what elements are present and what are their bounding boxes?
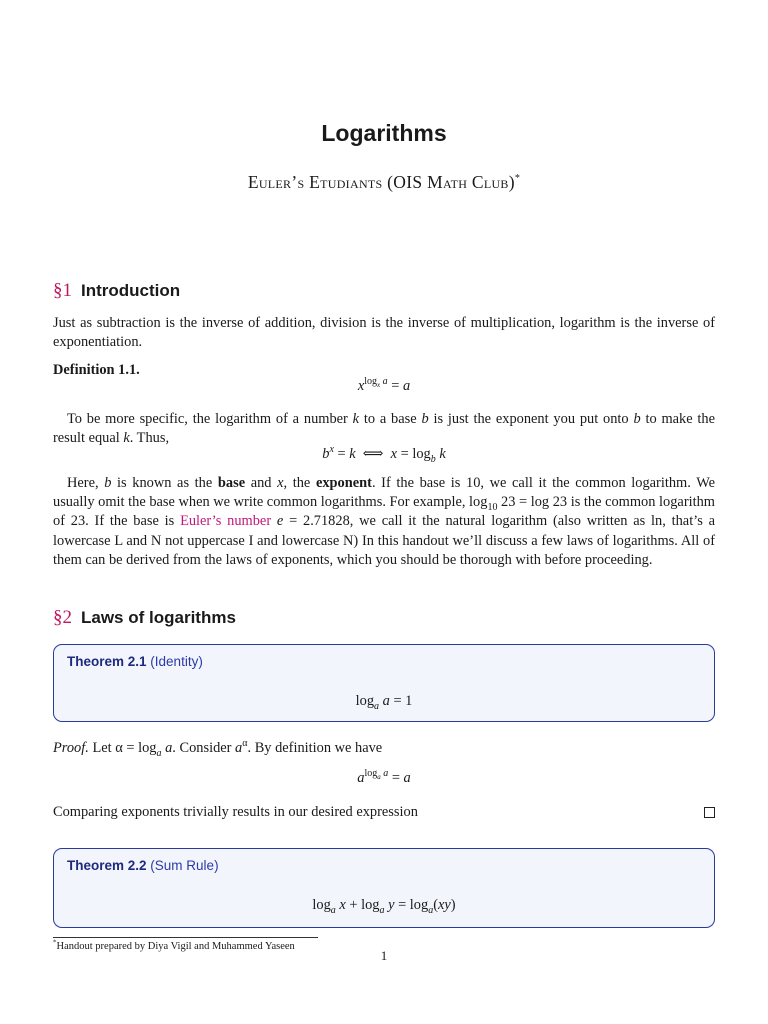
equivalence-equation: $b^x = k$ ⟺ $x = \log_b k$ — [322, 444, 446, 465]
theorem-equation: $\log_a a = 1$ — [355, 693, 413, 712]
proof-label: Proof. — [53, 740, 89, 756]
definition-label: Definition 1.1. — [53, 362, 140, 378]
theorem-heading: Theorem 2.1 (Identity) — [67, 654, 203, 669]
authors-line — [0, 172, 768, 193]
section-title: Laws of logarithms — [81, 608, 236, 627]
section-heading-laws — [53, 607, 236, 629]
section-number: §1 — [53, 280, 72, 301]
proof-equation: $a^{log_a a} = a$ — [357, 768, 411, 786]
intro-paragraph: Just as subtraction is the inverse of addition, division is the inverse of multiplication, logarithm is the inverse of exponentiation. — [53, 315, 715, 351]
proof-intro: Proof. Let $\alpha = \log_a a$. Consider $a^\alpha$. By definition we have — [53, 738, 383, 759]
definition-equation: $x^{log_x a} = a$ — [357, 376, 411, 394]
theorem-heading: Theorem 2.2 (Sum Rule) — [67, 858, 219, 873]
page-number: 1 — [380, 948, 388, 963]
theorem-box-sum-rule — [53, 848, 715, 928]
section-number: §2 — [53, 607, 72, 628]
base-exponent-paragraph: Here, b is known as the base and x, the exponent. If the base is 10, we call it the common logarithm. We usually omit the base when we write common logarithms. For example, $\log_{10} 23 = \log 23$ is the common logarithm of 23. If the base is Euler’s number e = 2.71828, we call it the natural logarithm (also written as ln, that’s a lowercase L and N not uppercase I and lowercase N) In this handout we’ll discuss a few laws of logarithms. All of them can be derived from the laws of exponents, which you should be thorough with before proceeding. — [53, 475, 716, 568]
footnote: *Handout prepared by Diya Vigil and Muhammed Yaseen — [53, 938, 295, 952]
eulers-number-link[interactable]: Euler’s number — [180, 513, 272, 530]
footnote-rule — [53, 937, 318, 938]
authors-text: Euler’s Etudiants (OIS Math Club) — [247, 172, 515, 192]
theorem-equation: $\log_a x + \log_a y = \log_a(xy)$ — [312, 897, 456, 916]
author-footnote-mark: * — [514, 173, 521, 185]
qed-square-icon — [704, 807, 715, 818]
proof-conclusion: Comparing exponents trivially results in our desired expression — [53, 804, 418, 820]
section-heading-introduction — [53, 280, 180, 302]
section-title: Introduction — [81, 281, 181, 300]
specific-paragraph: To be more specific, the logarithm of a number k to a base b is just the exponent you put onto b to make the result equal k. Thus, — [53, 411, 716, 447]
theorem-box-identity — [53, 644, 715, 722]
document-title: Logarithms — [321, 120, 447, 146]
